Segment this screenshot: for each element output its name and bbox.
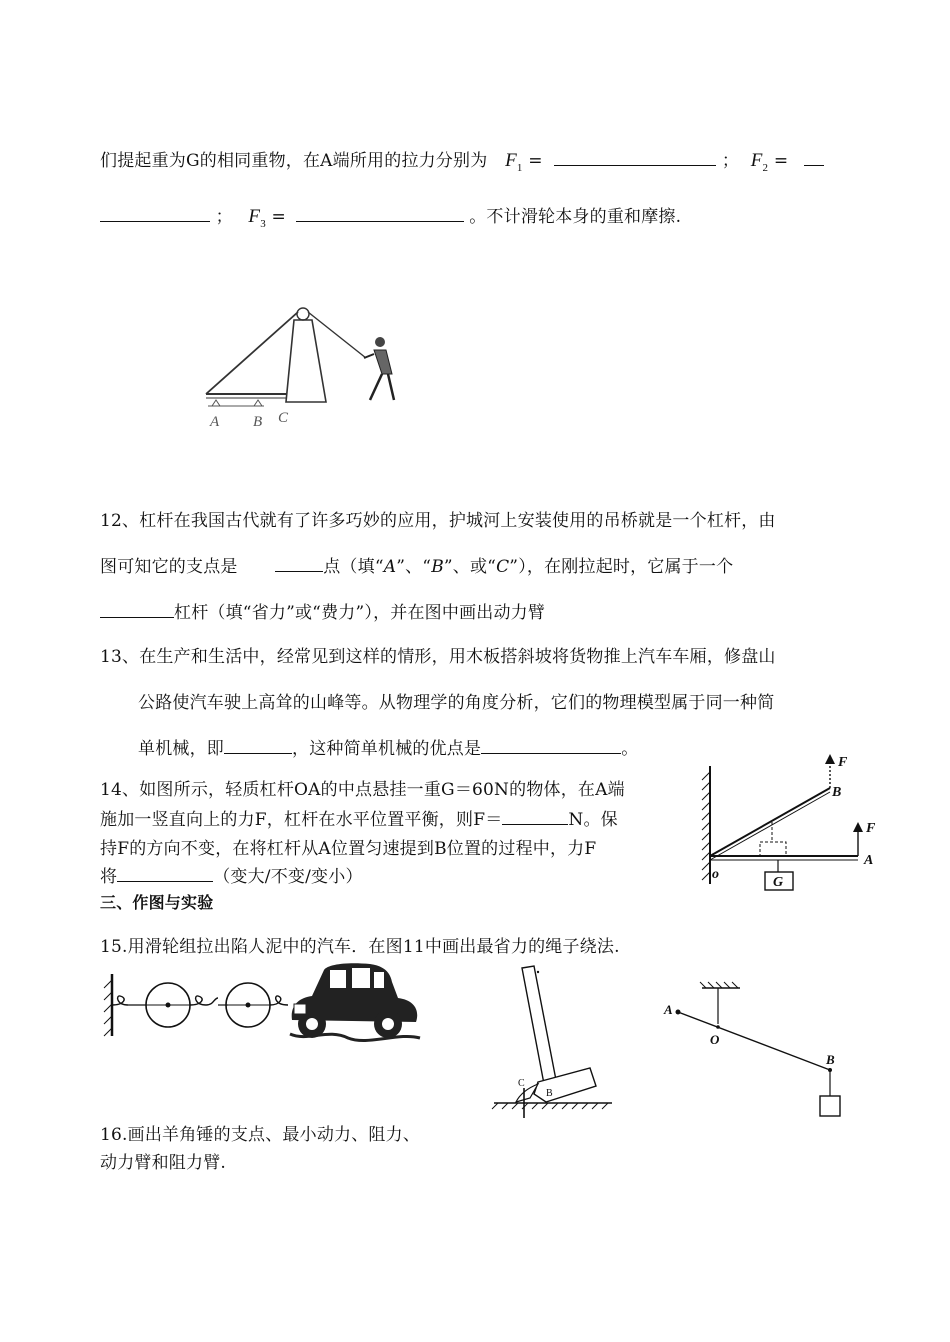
- hammer-label-b: B: [546, 1088, 553, 1099]
- rod-label-b: B: [826, 1052, 835, 1067]
- q12-line2-c: ”、“: [396, 557, 432, 577]
- fulcrum-blank[interactable]: [275, 553, 323, 572]
- option-b: B: [431, 557, 444, 577]
- rod-figure: [660, 974, 860, 1134]
- equals-3: =: [271, 207, 286, 227]
- machine-blank[interactable]: [224, 735, 292, 754]
- lever-label-b: B: [832, 785, 842, 800]
- option-a: A: [383, 557, 397, 577]
- q13-line-3: [138, 734, 638, 759]
- rod-weight: [820, 1096, 840, 1116]
- lever-type-blank[interactable]: [100, 599, 174, 618]
- equals-1: =: [528, 151, 543, 171]
- q12-line3-text: 杠杆（填“省力”或“费力”），并在图中画出动力臂: [174, 603, 546, 623]
- person-icon: [364, 337, 394, 400]
- q12-line2-d: ”、或“: [443, 557, 497, 577]
- q12-line2-e: ”），在刚拉起时，它属于一个: [509, 557, 734, 577]
- lever-label-f-top: F: [838, 755, 848, 770]
- lever-label-o: o: [712, 867, 719, 882]
- f1-blank[interactable]: [554, 147, 716, 166]
- q13-line3-a: 单机械，即: [138, 739, 224, 759]
- q14-line-1: 14、如图所示，轻质杠杆OA的中点悬挂一重G＝60N的物体，在A端: [100, 780, 625, 800]
- q12-line-2: [100, 552, 733, 577]
- bridge-label-b: B: [253, 414, 263, 430]
- hammer-label-c: C: [518, 1078, 525, 1089]
- q13-line-1: 13、在生产和生活中，经常见到这样的情形，用木板搭斜坡将货物推上汽车车厢，修盘山: [100, 647, 776, 667]
- q13-line-2: 公路使汽车驶上高耸的山峰等。从物理学的角度分析，它们的物理模型属于同一种简: [138, 693, 775, 713]
- force-blank[interactable]: [502, 806, 568, 825]
- f2-blank-end[interactable]: [100, 203, 210, 222]
- lever-figure: [698, 752, 888, 892]
- q14-line4-b: （变大/不变/变小）: [213, 867, 363, 887]
- rod-label-a: A: [664, 1002, 673, 1017]
- option-c: C: [496, 557, 510, 577]
- q15-text: 15.用滑轮组拉出陷人泥中的汽车．在图11中画出最省力的绳子绕法.: [100, 937, 620, 957]
- q14-line2-a: 施加一竖直向上的力F，杠杆在水平位置平衡，则F＝: [100, 810, 503, 830]
- rod-label-o: O: [710, 1032, 720, 1047]
- q11-line-1: [100, 146, 824, 174]
- q11-text-after: 。不计滑轮本身的重和摩擦.: [469, 207, 682, 227]
- q12-line-3: [100, 598, 545, 623]
- q16-line-1: 16.画出羊角锤的支点、最小动力、阻力、: [100, 1125, 421, 1145]
- q13-line3-b: ，这种简单机械的优点是: [292, 739, 482, 759]
- q14-line4-a: 将: [100, 867, 118, 887]
- q12-line-1: 12、杠杆在我国古代就有了许多巧妙的应用，护城河上安装使用的吊桥就是一个杠杆，由: [100, 511, 776, 531]
- lever-label-g: G: [773, 875, 784, 890]
- q14-line-2: [100, 805, 618, 830]
- equals-2: =: [773, 151, 789, 171]
- f1-symbol: $F_1$: [505, 150, 523, 174]
- hammer-figure: [490, 962, 630, 1122]
- q11-line-2: [100, 202, 681, 230]
- drawbridge-figure: [198, 298, 438, 438]
- q14-line2-b: N。保: [568, 810, 618, 830]
- semicolon-1: ；: [721, 151, 740, 171]
- f2-blank-start[interactable]: [804, 147, 824, 166]
- semicolon-2: ；: [215, 207, 233, 227]
- change-blank[interactable]: [117, 863, 213, 882]
- f3-blank[interactable]: [296, 203, 464, 222]
- q13-line3-c: 。: [621, 739, 639, 759]
- q12-line2-b: 点（填“: [323, 557, 384, 577]
- q11-text-before: 们提起重为G的相同重物，在A端所用的拉力分别为: [100, 151, 488, 171]
- advantage-blank[interactable]: [481, 735, 621, 754]
- lever-label-a: A: [864, 853, 874, 868]
- f3-symbol: $F_3$: [248, 206, 266, 230]
- q12-line2-a: 图可知它的支点是: [100, 557, 238, 577]
- pulley-figure: [98, 958, 428, 1048]
- q14-line-3: 持F的方向不变，在将杠杆从A位置匀速提到B位置的过程中，力F: [100, 839, 597, 859]
- f2-symbol: $F_2$: [750, 150, 769, 174]
- bridge-label-c: C: [278, 410, 289, 426]
- section-3-title: 三、作图与实验: [100, 893, 214, 912]
- q14-line-4: [100, 862, 363, 887]
- lever-label-f-right: F: [866, 821, 876, 836]
- q16-line-2: 动力臂和阻力臂.: [100, 1153, 227, 1173]
- car-icon: [290, 963, 420, 1040]
- bridge-label-a: A: [210, 414, 220, 430]
